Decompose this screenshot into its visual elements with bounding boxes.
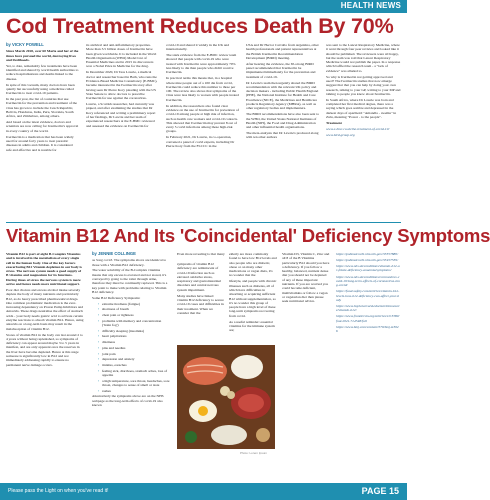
reference-link[interactable]: https://www.hsph.harvard.edu/nutritionsource/vitamin-b12/ <box>336 303 400 313</box>
article1-paragraph: Dr Lawrie's team then urgently shared the BIRD recommendation with the relevant UK policy and decision makers - including Public Health England (PHE), the National Institute for Health and Care Excellence (NICE), the Medicines and Healthcare products Regulatory Agency (MHRA), as well as other regulatory bodies and implementers. <box>246 80 319 111</box>
b12-foods-photo <box>177 345 275 449</box>
article2-paragraph: elderly are more commonly found to have low B12 levels and also people who are diabetic, obese or on many other medications or vegan diets, it's no wonder that the <box>229 252 277 278</box>
food-illustration <box>177 345 275 449</box>
list-item: • shortness of breath <box>98 307 170 311</box>
article1-paragraph: In South Africa, where Dr Lawrie was born and completed her first medical degree, there was a saying which goes sombre and depressed in the darkest days of apartheid: "Amandla - awethu" in Zulu, meaning "Power - to the people". <box>326 97 397 119</box>
article1-paragraph: In February 2021, Dr Lawrie, in co-operation, convened a panel of covid experts, including Dr Pierre Kory from the FLCCC in the <box>166 135 235 148</box>
cheese-wedge <box>231 355 263 379</box>
reference-link[interactable]: https://food-safety.com/articles/vitamin-b12-levels-how-b12-deficiency-can-affect-your-body <box>336 289 400 302</box>
article2-paragraph: as 'long covid'. The symptoms above are identical to those with a Vitamin B12 deficiency. <box>92 258 167 267</box>
list-item: • a high temperature, sore throat, headaches, sore throat, changes to sense of smell or taste <box>98 379 170 388</box>
article1-paragraph: In spite of this vacuum, many doctors have been quietly but successfully using a medicine called Ivermectin to treat covid-19 patients. <box>6 82 75 96</box>
article1-paragraph: And based on the latest evidence, doctors and scientists are now calling for Ivermectin's approval in every country of the world. <box>6 120 79 133</box>
article1-source-link[interactable]: www.bird-group.org <box>326 132 355 137</box>
list-item: • chest pain or tightness <box>98 313 170 317</box>
article1-source-link[interactable]: www.e-bmc.co.uk/the-treatment-of-covid-19/ <box>326 126 390 131</box>
article2-paragraph: Many studies have linked vitamin B12 deficiency to severe covid-19 cases and difficulties in their treatment. When we consider that the <box>177 293 224 315</box>
article2-paragraph: Poor diet choices and excess alcohol intake severely deplete the body of many nutrients and particularly B12, as do heavy prescribed pharmaceutical drugs. One common problematic medication is the ever-increasing dependency on Proton Pump Inhibitors and Antacids. These drugs neutralise the effect of stomach acids - your body needs gastric acid to activate certain enzyme reactions to absorb vitamin B12. Hence, using antacids on a long-term basis may result in the malabsorption of vitamin B12. <box>6 287 84 331</box>
article1-paragraph: Since March 2020, over 60 Maria and her of the times have pursued the world, destroying lives and livelihoods. <box>6 49 79 62</box>
article2-headline: Vitamin B12 And Its 'Coincidental' Deficiency Symptoms <box>6 225 490 246</box>
article1-paragraph: In the past year, the list of countries that use Ivermectin for the prevention and treatment of the virus has grown to include the Czech Republic, Bolivia, Honduras, India, Peru, Slovakia, South Africa, and Zimbabwe, among others. <box>6 97 78 119</box>
list-item: • tinnitus, earaches <box>98 363 170 367</box>
article2-paragraph: As a useful reminder: essential vitamins for the immune system are; <box>229 319 275 333</box>
article1-paragraph: So why is Ivermectin not getting approved and used? The Ivermectin studies that now emerge suggest that that you can help by doing your own research, talking to your GP, writing to your MP and talking to people you know about Ivermectin. <box>326 74 401 96</box>
article1-paragraph: In practical terms this means that, in a hospital where nine people out of a 100 die from covid, Ivermectin could reduce this number to three per 100. The review also shows that symptoms of the virus were less likely to worsen with people treated Ivermectin. <box>166 76 239 102</box>
list-item: • difficulty sleeping (insomnia) <box>98 329 170 333</box>
reference-link[interactable]: https://www.nhs.uk/conditions/vitamin-b12-or-folate-deficiency-anaemia/symptoms/ <box>336 264 400 273</box>
article1-column-5 <box>326 43 401 139</box>
list-item: • joint pain <box>98 352 170 356</box>
list-item: • depression and anxiety <box>98 357 170 361</box>
article1-source-heading: Treatment <box>326 120 342 125</box>
article1-paragraph: In December 2020, Dr Tess Lawrie, a medical doctor and researcher based in Bath, who runs the Evidence-Based Medicine Consultancy (E-BMC), became interested in the Ivermectin story after having seen Dr Pierre Kory pleading with the US State Senate to allow doctors to prescribe Ivermectin for use against the coronavirus. <box>86 70 158 101</box>
article2-paragraph: lifestyle, and people with chronic illnesses such as diabetes, all of which have difficulties in absorbing or acquiring sufficient B12 without supplementation, so it's no wonder this group of people have a high level of these long-term symptoms recovering from covid. <box>229 279 277 318</box>
article2-paragraph: Alternatively the symptoms above are on the NHS webpage as the long-term effects of covid-19 also known <box>92 394 164 407</box>
article1-paragraph: Yet, to date, remarkably few treatments have been identified and shared by world health authorities to reduce hospitalisations and deaths linked to the disease. <box>6 63 79 81</box>
footer-bar <box>0 483 407 500</box>
list-item: • extreme tiredness (fatigue) <box>98 302 170 306</box>
reference-link[interactable]: https://www.frontiersin.org/articles/10.3389/fnut.2021.714548/full <box>336 314 400 323</box>
article1-column-3 <box>166 43 239 150</box>
article1-paragraph: Lawrie, a Scottish researcher, had currently was piqued, and after examining the studies that Dr Kory referenced and writing a preliminary report of her findings, Dr Lawrie and her team of experienced researchers at the E-BMC reviewed and assessed the evidence on Ivermectin for <box>86 102 156 128</box>
article2-column-3b <box>177 262 225 317</box>
reference-link[interactable]: https://pubmed.ncbi.nlm.nih.gov/33357880/ <box>336 252 399 256</box>
article2-paragraph: symptoms of vitamin B12 deficiency are reminiscent of covid-19 infection such as elevated oxidative stress, respiratory and gastrointestinal disorders and central nervous system impairment. <box>177 262 221 292</box>
article2-byline: by JENNIE COLLINGE <box>92 251 136 256</box>
page-number: PAGE 15 <box>361 486 399 496</box>
article2-paragraph: Vitamin B12 is part of eight B-Complex Vitamins and is involved in the metabolism of every single cell in the human body. One of the key factors exacerbating B12 Vitamin depletion in our body is stress. The nervous system needs a good supply of B vitamins and magnesium for its functions. During times of stress the nervous system is more active and hence needs more nutritional support. <box>6 252 82 287</box>
article1-paragraph: The stark evidence from the E-BMC review team showed that people with covid-19 who were treated with Ivermectin were approximately 70% less likely to die than people who didn't receive Ivermectin. <box>166 53 237 75</box>
article2-paragraph: Even more revealing is that many <box>177 252 225 256</box>
article1-column-1 <box>6 43 79 153</box>
nuts <box>256 428 270 442</box>
article1-paragraph: was sent to the Lancet Respiratory Medicine, where it went through four peer reviews and looked like it should be published. The reviewers were all happy, but the team was told that Lancet Respiratory Medicine would not publish the paper. In a response which baffled the research team - a "lack of evidence" was alluded to. <box>326 43 401 73</box>
article1-headline: Cod Treatment Reduces Death By 70% <box>6 14 394 38</box>
article1-paragraph: In addition, the researchers also found clear evidence on the use of Ivermectin for prevention of covid-19 among people at high risk of infection, such as health care workers and covid-19 contacts. This showed that Ivermectin may prevent 8 out of every 5 covid infections among these high-risk groups. <box>166 103 239 134</box>
article2-column-5 <box>282 252 330 305</box>
article2-paragraph: Stores of vitamin B12 in the body can last around 2 to 4 years without being replenished, so symptoms of deficiency can appear around maybe 3 to 5 years in manifest, and are only apparent once the reserves in the liver have become depleted. Hence at this stage someone is significantly low in B12 and not immediately addressing rapidly to ensure no permanent nerve damage occurs. <box>6 332 83 367</box>
article1-paragraph: The BIRD recommendations have also been sent to the WHO, the United States National Institutes of Health (NIH), the Food and Drug Administration and other influential health organisations. <box>246 112 319 130</box>
article2-column-2 <box>92 252 170 409</box>
article2-references <box>336 252 400 335</box>
list-item: • pins and needles <box>98 346 170 350</box>
article2-column-1 <box>6 252 84 369</box>
article1-paragraph: Ivermectin is a medication that has been widely used for around forty years to treat parasitic diseases in adults and children. It is considered safe and effective and is notable for <box>6 134 74 152</box>
list-item: • feeling sick, diarrhoea, stomach aches, loss of appetite <box>98 369 170 378</box>
list-item: • dizziness <box>98 340 170 344</box>
herb-leaves <box>185 431 197 443</box>
article1-column-4 <box>246 43 319 141</box>
list-item: • heart palpitations <box>98 334 170 338</box>
footer-notice: Please pass the Light on when you've read it! <box>8 488 109 494</box>
article1-paragraph: The meta-analysis that Dr Lawrie's produced along with ten other authors <box>246 131 319 140</box>
reference-link[interactable]: https://pubmed.ncbi.nlm.nih.gov/33457539/ <box>336 258 399 263</box>
article2-paragraph: The water solubility of the B-Complex vitamins means that any excess is excreted and not stored, it's conveyed by going to the toilet through urine, therefore they must be continually replaced. This is a key point to make with problems relating to Vitamin B12 deficiency. <box>92 268 168 294</box>
list-item: • rashes <box>98 389 170 393</box>
article1-paragraph: its antiviral and anti-inflammatory properties. More than 3.5 billion doses of Ivermectin have been given worldwide. It is included in the World Health Organisation (WHO) Model List of Essential Medicines and in 2015 its discoverers won a Nobel Prize in Medicine for the drug. <box>86 43 157 69</box>
reference-link[interactable]: https://www.nhs.uk/conditions/coronavirus-covid-19/long-term-effects-of-coronavirus-long-covid/ <box>336 274 400 288</box>
symptom-list <box>92 302 170 393</box>
article1-byline: by VICKY POWELL <box>6 42 44 47</box>
milk-bowl <box>211 425 247 445</box>
article1-paragraph: USA and Dr Hector Carvallo from Argentina, other health professionals and patient representatives at the British Ivermectin Recommendation Development (BIRD) meeting. <box>246 43 319 60</box>
article-divider <box>6 222 401 223</box>
article1-paragraph: covid-19 and shared it widely in the UK and internationally. <box>166 43 230 52</box>
article2-paragraph: Vitamin D3, Vitamin C, Zinc and all 8 of the B Vitamins particularly B12 should you have a deficiency. If you follow a healthy, balanced, nutrient dense diet you should not be depleted of any of these important nutrients. If you are worried you could become deficient, multivitamins or follow a vegan or vegetarian diet then please seek nutritional advice. <box>282 252 330 304</box>
list-item: • problems with memory and concentration ('brain fog') <box>98 319 170 328</box>
symptoms-heading: Some B12 Deficiency Symptoms: <box>92 295 141 300</box>
section-header-bar <box>0 0 407 13</box>
article1-column-2 <box>86 43 159 129</box>
section-label: HEALTH NEWS <box>340 1 401 10</box>
photo-caption: Photo: Lorem Ipsum <box>240 451 268 455</box>
article2-column-4 <box>229 252 277 334</box>
article1-paragraph: After hearing the evidence, the 65-strong BIRD panel recommended that Ivermectin be implemented immediately for the prevention and treatment of covid-19. <box>246 61 316 79</box>
reference-link[interactable]: https://www.bmj.com/content/370/bmj.m3026 <box>336 324 399 334</box>
